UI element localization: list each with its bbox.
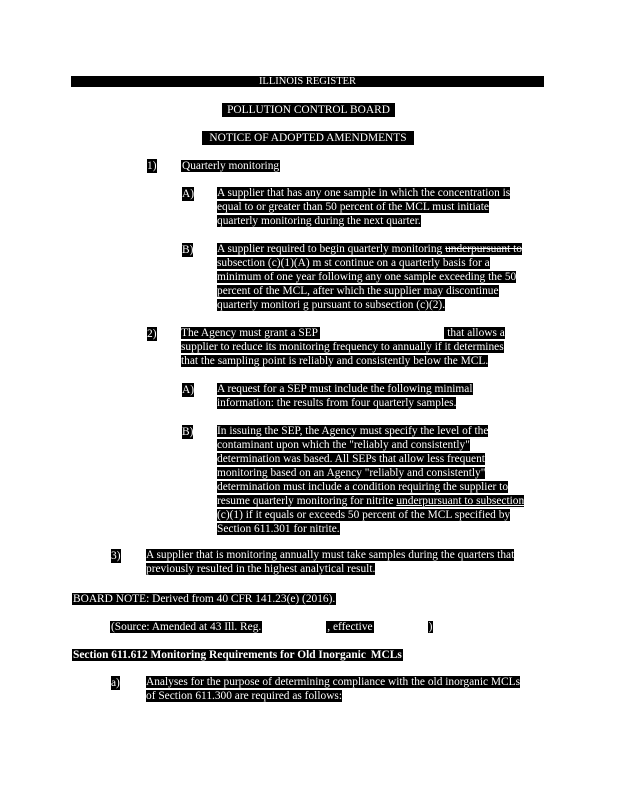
item-1a-text: A supplier that has any one sample in which the concentration is equal to or greater than 50 percent of the MCL must initiate quarterly monitoring during the next quarter.	[217, 187, 511, 227]
item-2a-marker: A)	[182, 384, 195, 396]
item-2b-text: In issuing the SEP, the Agency must specify the level of the contaminant upon which the "reliably and consistently" determination was based. All SEPs that allow less frequent monitoring based on an Agency "reliably and consistently" determination must include a condition requiring the supplier to resume quarterly monitoring for nitrite underpursuant to subsection (c)(1) if it equals or exceeds 50 percent of the MCL specified by Section 611.301 for nitrite.	[217, 425, 525, 535]
source-citation: (Source: Amended at 43 Ill. Reg. , effective )	[111, 621, 433, 633]
redaction-bar	[320, 332, 420, 335]
register-header: ILLINOIS REGISTER	[71, 76, 544, 87]
item-2a-text: A request for a SEP must include the following minimal information: the results from four quarterly samples.	[217, 383, 473, 409]
item-2-text: The Agency must grant a SEP that allows a supplier to reduce its monitoring frequency to annually if it determines that the sampling point is reliably and consistently below the MCL.	[181, 327, 505, 367]
board-header: POLLUTION CONTROL BOARD	[222, 103, 395, 117]
item-3-marker: 3)	[111, 550, 121, 562]
section-heading: Section 611.612 Monitoring Requirements for Old Inorganic MCLs	[73, 649, 402, 661]
item-2-marker: 2)	[147, 328, 157, 340]
item-1-marker: 1)	[147, 160, 157, 172]
item-1a-marker: A)	[182, 188, 195, 200]
item-a-marker: a)	[111, 677, 120, 689]
item-1b-marker: B)	[182, 244, 194, 256]
board-note: BOARD NOTE: Derived from 40 CFR 141.23(e) (2016).	[73, 593, 336, 605]
item-3-text: A supplier that is monitoring annually must take samples during the quarters that previously resulted in the highest analytical result.	[146, 549, 515, 575]
item-1b-text: A supplier required to begin quarterly monitoring underpursuant to subsection (c)(1)(A) m st continue on a quarterly basis for a minimum of one year following any one sample exceeding the 50 percent of the MCL, after which the supplier may discontinue quarterly monitori g pursuant to subsection (c)(2).	[217, 243, 522, 311]
item-a-text: Analyses for the purpose of determining compliance with the old inorganic MCLs of Section 611.300 are required as follows:	[146, 676, 521, 702]
item-1-heading: Quarterly monitoring	[182, 160, 280, 172]
item-2b-marker: B)	[182, 426, 194, 438]
notice-header: NOTICE OF ADOPTED AMENDMENTS	[202, 131, 414, 145]
